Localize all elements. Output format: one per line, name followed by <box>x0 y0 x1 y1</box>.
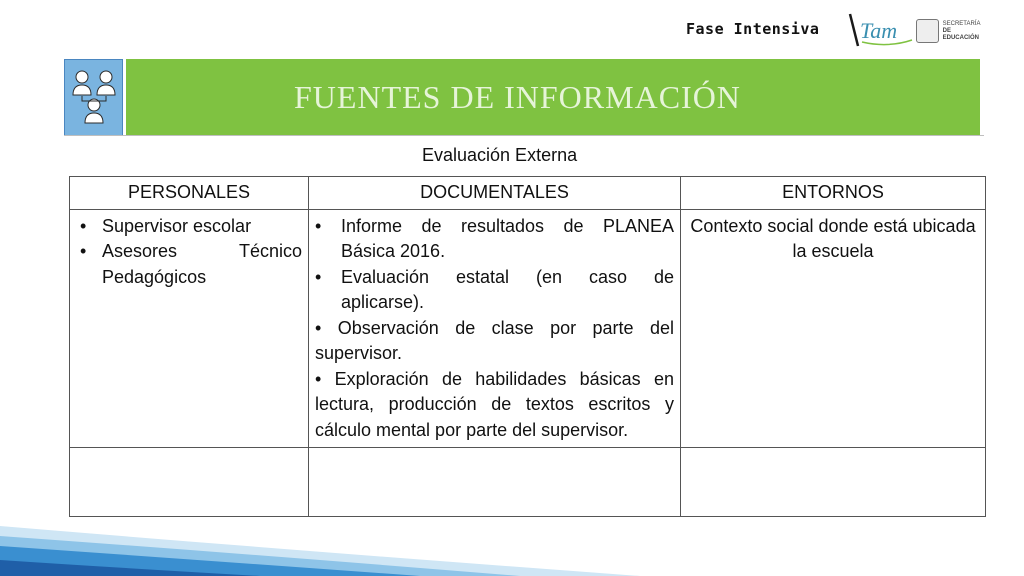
empty-cell <box>309 448 681 517</box>
list-item: • Asesores Técnico Pedagógicos <box>76 239 302 290</box>
people-hierarchy-icon <box>64 59 123 136</box>
empty-cell <box>70 448 309 517</box>
list-item: • Exploración de habilidades básicas en lectura, producción de textos escritos y cálculo mental por parte del supervisor. <box>315 368 674 440</box>
table-header-row <box>70 177 986 210</box>
list-item: • Observación de clase por parte del supervisor. <box>315 317 674 363</box>
list-item: • Evaluación estatal (en caso de aplicarse). <box>315 265 674 316</box>
list-item: • Supervisor escolar <box>76 214 302 240</box>
tam-logo <box>848 12 914 48</box>
cell-personales <box>70 209 309 448</box>
sep-logo <box>916 16 986 46</box>
header-entornos: ENTORNOS <box>681 177 986 210</box>
header-personales: PERSONALES <box>70 177 309 210</box>
header-rule <box>64 135 984 136</box>
list-item: • Informe de resultados de PLANEA Básica 2016. <box>315 214 674 265</box>
title-bar <box>64 59 980 136</box>
seal-icon <box>916 19 939 43</box>
header-documentales: DOCUMENTALES <box>309 177 681 210</box>
empty-cell <box>681 448 986 517</box>
cell-entornos: Contexto social donde está ubicada la escuela <box>681 209 986 448</box>
sources-table <box>69 176 986 517</box>
sep-line1: SECRETARÍA <box>942 20 981 27</box>
sep-line2: DE EDUCACIÓN <box>942 27 979 41</box>
phase-label: Fase Intensiva <box>686 20 820 38</box>
cell-documentales <box>309 209 681 448</box>
footer-swoosh <box>0 516 1024 576</box>
table-row <box>70 209 986 448</box>
subtitle: Evaluación Externa <box>422 145 578 165</box>
page-title: FUENTES DE INFORMACIÓN <box>294 79 741 115</box>
tam-logo-text: Tam <box>860 18 898 43</box>
title-box <box>126 59 980 136</box>
table-row <box>70 448 986 517</box>
